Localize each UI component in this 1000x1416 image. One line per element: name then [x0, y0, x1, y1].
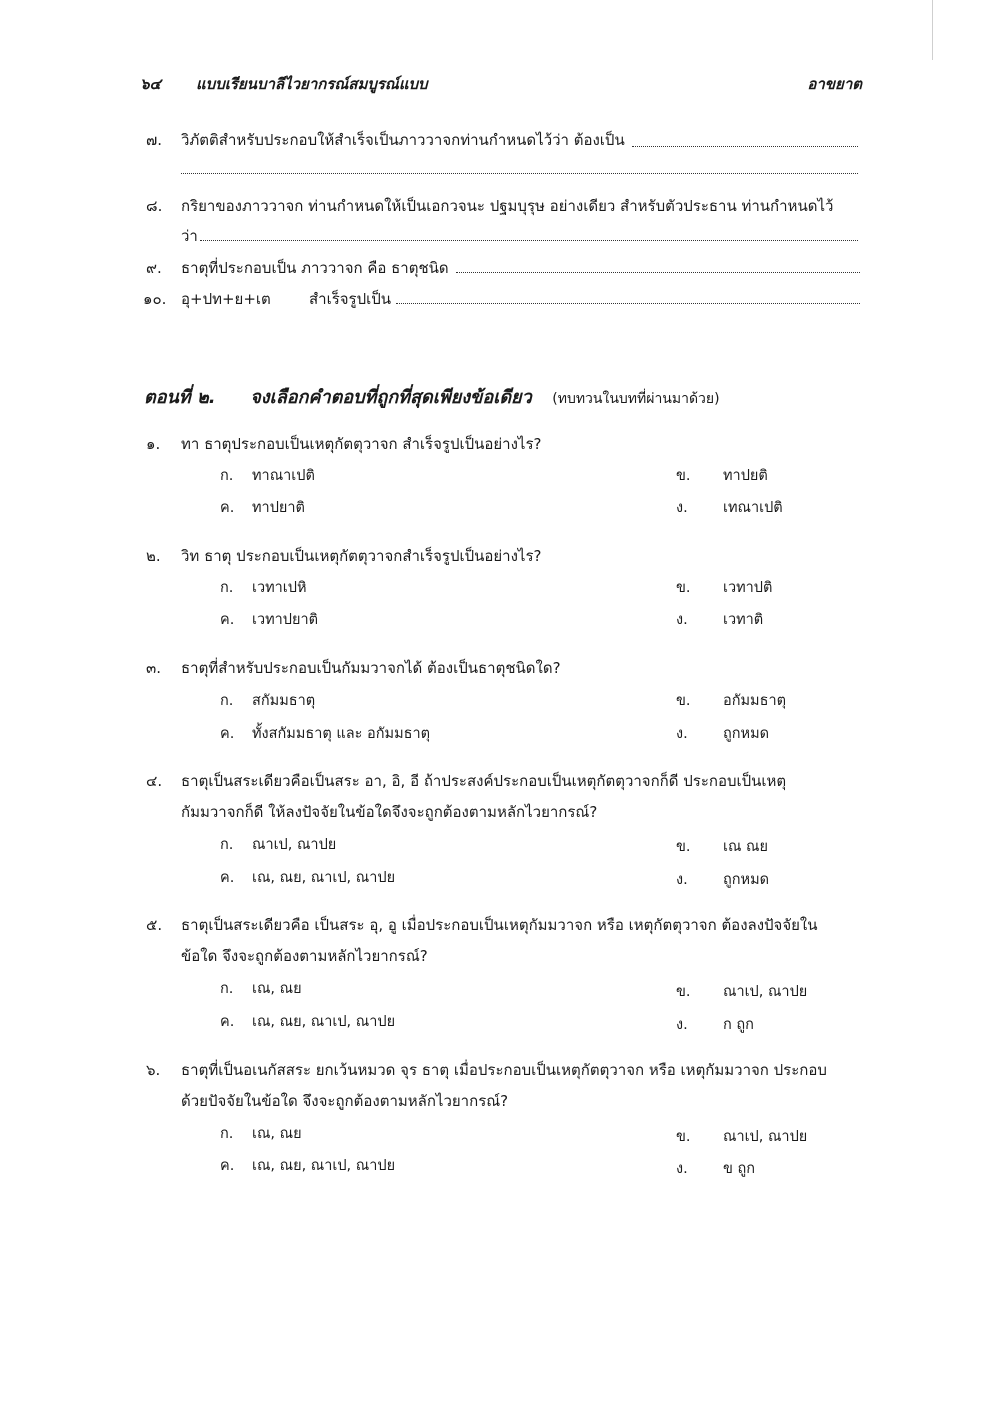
option-letter: ง.: [676, 612, 688, 628]
option-letter: ข.: [676, 984, 691, 1000]
option-letter: ก.: [220, 693, 234, 709]
option-text: เณ, ณย: [252, 1126, 302, 1142]
question-number: ๔.: [146, 772, 163, 790]
fill-in-number: ๗.: [146, 131, 163, 149]
option-letter: ง.: [676, 726, 688, 742]
option-text: เณ, ณย: [252, 981, 302, 997]
option-letter: ข.: [676, 580, 691, 596]
option-letter: ข.: [676, 1129, 691, 1145]
option-text: ถูกหมด: [723, 726, 770, 742]
question-text: ทา ธาตุประกอบเป็นเหตุกัตตุวาจก สำเร็จรูปเป็นอย่างไร?: [181, 435, 542, 453]
answer-line: [632, 146, 858, 147]
fill-in-number: ๘.: [146, 197, 163, 215]
fill-in-number: ๙.: [146, 259, 162, 277]
fill-in-text: กริยาของภาววาจก ท่านกำหนดให้เป็นเอกวจนะ ปฐมบุรุษ อย่างเดียว สำหรับตัวประธาน ท่านกำหนดไว้: [181, 197, 834, 215]
option-letter: ก.: [220, 1126, 234, 1142]
option-letter: ข.: [676, 839, 691, 855]
page-number: ๖๔: [140, 75, 161, 93]
option-letter: ค.: [220, 726, 235, 742]
option-letter: ค.: [220, 870, 235, 886]
fill-in-text: อุ+ปท+ย+เต: [181, 290, 271, 308]
option-letter: ก.: [220, 468, 234, 484]
fill-in-text: วิภัตติสำหรับประกอบให้สำเร็จเป็นภาววาจกท่านกำหนดไว้ว่า ต้องเป็น: [181, 131, 625, 149]
answer-line: [396, 303, 860, 304]
option-letter: ข.: [676, 693, 691, 709]
option-text: เณ, ณย, ณาเป, ณาปย: [252, 1014, 396, 1030]
question-text-continued: ด้วยปัจจัยในข้อใด จึงจะถูกต้องตามหลักไวยากรณ์?: [181, 1092, 509, 1110]
option-letter: ง.: [676, 1161, 688, 1177]
question-text: วิท ธาตุ ประกอบเป็นเหตุกัตตุวาจกสำเร็จรูปเป็นอย่างไร?: [181, 547, 542, 565]
answer-line: [456, 272, 860, 273]
section-label: ตอนที่ ๒.: [144, 387, 216, 408]
option-text: ก ถูก: [723, 1017, 754, 1033]
option-letter: ง.: [676, 1017, 688, 1033]
question-number: ๖.: [146, 1061, 161, 1079]
option-text: อกัมมธาตุ: [723, 693, 787, 709]
section-note: (ทบทวนในบทที่ผ่านมาด้วย): [552, 391, 720, 407]
option-text: เณ ณย: [723, 839, 768, 855]
question-text: ธาตุที่สำหรับประกอบเป็นกัมมวาจกได้ ต้องเป็นธาตุชนิดใด?: [181, 659, 561, 677]
option-text: เวทาปยาติ: [252, 612, 319, 628]
question-number: ๕.: [146, 916, 163, 934]
option-text: เณ, ณย, ณาเป, ณาปย: [252, 870, 396, 886]
question-text-continued: ข้อใด จึงจะถูกต้องตามหลักไวยากรณ์?: [181, 947, 428, 965]
option-text: ทาปยาติ: [252, 500, 305, 516]
option-text: ณาเป, ณาปย: [723, 1129, 808, 1145]
answer-line: [200, 240, 858, 241]
fill-in-text-continued: ว่า: [181, 227, 198, 245]
option-text: เวทาเปหิ: [252, 580, 307, 596]
section-heading: [144, 382, 720, 411]
question-text-continued: กัมมวาจกก็ดี ให้ลงปัจจัยในข้อใดจึงจะถูกต้องตามหลักไวยากรณ์?: [181, 803, 598, 821]
question-text: ธาตุเป็นสระเดียวคือเป็นสระ อา, อิ, อี ถ้าประสงค์ประกอบเป็นเหตุกัตตุวาจกก็ดี ประกอบเป็นเหตุ: [181, 772, 787, 790]
option-text: เวทาติ: [723, 612, 764, 628]
option-letter: ก.: [220, 580, 234, 596]
option-text: ณาเป, ณาปย: [723, 984, 808, 1000]
question-number: ๑.: [146, 435, 161, 453]
option-text: ทาณาเปติ: [252, 468, 315, 484]
option-letter: ง.: [676, 872, 688, 888]
option-letter: ค.: [220, 500, 235, 516]
chapter-title: อาขยาต: [807, 75, 862, 93]
fill-in-text-2: สำเร็จรูปเป็น: [309, 290, 392, 308]
scan-edge-mark: [932, 0, 933, 60]
option-letter: ค.: [220, 612, 235, 628]
question-text: ธาตุที่เป็นอเนกัสสระ ยกเว้นหมวด จุร ธาตุ เมื่อประกอบเป็นเหตุกัตตุวาจก หรือ เหตุกัมมวาจก ประกอบ: [181, 1061, 827, 1079]
option-text: ณาเป, ณาปย: [252, 837, 337, 853]
option-letter: ง.: [676, 500, 688, 516]
option-text: เณ, ณย, ณาเป, ณาปย: [252, 1158, 396, 1174]
question-number: ๓.: [146, 659, 162, 677]
option-text: ทั้งสกัมมธาตุ และ อกัมมธาตุ: [252, 726, 431, 742]
option-letter: ค.: [220, 1014, 235, 1030]
option-letter: ข.: [676, 468, 691, 484]
option-letter: ก.: [220, 981, 234, 997]
option-letter: ค.: [220, 1158, 235, 1174]
option-text: ข ถูก: [723, 1161, 756, 1177]
section-instruction: จงเลือกคำตอบที่ถูกที่สุดเพียงข้อเดียว: [250, 387, 532, 408]
answer-line: [181, 173, 858, 174]
fill-in-text: ธาตุที่ประกอบเป็น ภาววาจก คือ ธาตุชนิด: [181, 259, 449, 277]
option-text: ถูกหมด: [723, 872, 770, 888]
fill-in-number: ๑๐.: [143, 290, 167, 308]
option-text: เทณาเปติ: [723, 500, 783, 516]
book-title: แบบเรียนบาลีไวยากรณ์สมบูรณ์แบบ: [196, 75, 428, 93]
option-text: สกัมมธาตุ: [252, 693, 316, 709]
option-letter: ก.: [220, 837, 234, 853]
option-text: เวทาปติ: [723, 580, 773, 596]
question-text: ธาตุเป็นสระเดียวคือ เป็นสระ อุ, อู เมื่อประกอบเป็นเหตุกัมมวาจก หรือ เหตุกัตตุวาจก ต้องลงปัจจัยใน: [181, 916, 818, 934]
option-text: ทาปยติ: [723, 468, 768, 484]
question-number: ๒.: [146, 547, 161, 565]
